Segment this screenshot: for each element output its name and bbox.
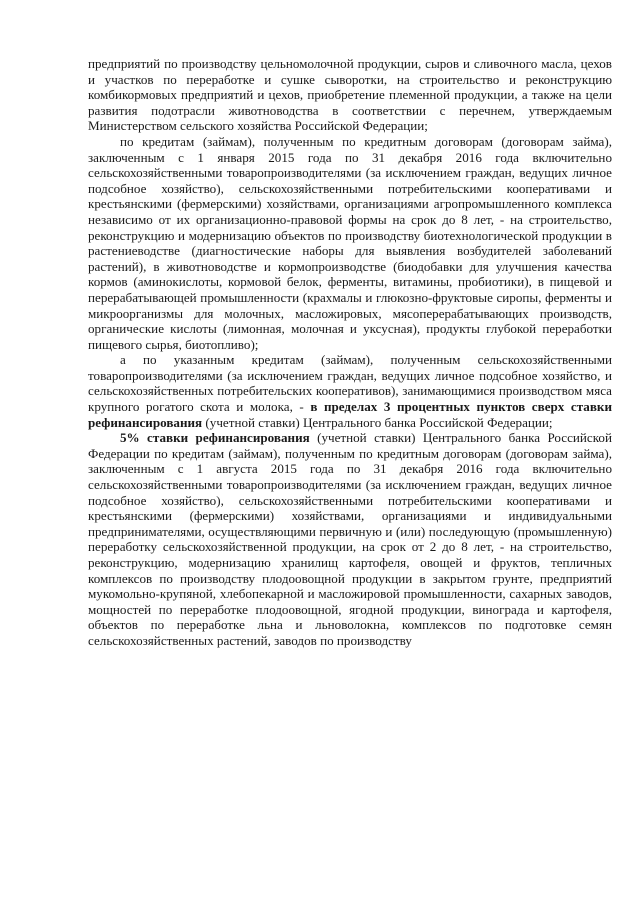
paragraph-4-text: (учетной ставки) Центрального банка Российской Федерации по кредитам (займам), полученным по кредитным договорам (договорам займа), заключенным с 1 августа 2015 года по 31 декабря 2016 года включительно сельскохозяйственными товаропроизводителями (за исключением граждан, ведущих личное подсобное хозяйство), сельскохозяйственными потребительскими кооперативами и крестьянскими (фермерскими) хозяйствами, организациями и индивидуальными предпринимателями, осуществляющими первичную и (или) последующую (промышленную) переработку сельскохозяйственной продукции, на срок от 2 до 8 лет, - на строительство, реконструкцию, модернизацию хранилищ картофеля, овощей и фруктов, тепличных комплексов по производству плодоовощной продукции в закрытом грунте, предприятий мукомольно-крупяной, хлебопекарной и масложировой промышленности, сахарных заводов, мощностей по переработке плодоовощной, ягодной продукции, винограда и картофеля, объектов по переработке льна и льноволокна, комплексов по подготовке семян сельскохозяйственных растений, заводов по производству	[88, 430, 612, 648]
paragraph-4	[88, 430, 612, 648]
paragraph-1-text: предприятий по производству цельномолочной продукции, сыров и сливочного масла, цехов и участков по переработке и сушке сыворотки, на строительство и реконструкцию комбикормовых предприятий и цехов, приобретение племенной продукции, а также на цели развития подотрасли животноводства в соответствии с перечнем, утверждаемым Министерством сельского хозяйства Российской Федерации;	[88, 56, 612, 134]
paragraph-1	[88, 56, 612, 134]
paragraph-3-text-b: (учетной ставки) Центрального банка Российской Федерации;	[202, 414, 553, 430]
document-page	[88, 56, 612, 649]
paragraph-3-text-a: а по указанным кредитам (займам), полученным сельскохозяйственными товаропроизводителями (за исключением граждан, ведущих личное подсобное хозяйство, и сельскохозяйственных потребительских кооперативов), занимающимися производством мяса крупного рогатого скота и молока, -	[88, 352, 612, 415]
paragraph-2-text: по кредитам (займам), полученным по кредитным договорам (договорам займа), заключенным с 1 января 2015 года по 31 декабря 2016 года включительно сельскохозяйственными товаропроизводителями (за исключением граждан, ведущих личное подсобное хозяйство), сельскохозяйственными потребительскими кооперативами и крестьянскими (фермерскими) хозяйствами, организациями агропромышленного комплекса независимо от их организационно-правовой формы на срок до 8 лет, - на строительство, реконструкцию и модернизацию объектов по производству биотехнологической продукции в растениеводстве (диагностические наборы для выявления возбудителей заболеваний растений), в животноводстве и кормопроизводстве (биодобавки для улучшения качества кормов (аминокислоты, кормовой белок, ферменты, витамины, пробиотики), в пищевой и перерабатывающей промышленности (крахмалы и глюкозно-фруктовые сиропы, ферменты и микроорганизмы для молочных, масложировых, мясоперерабатывающих производств, органические кислоты (лимонная, молочная и уксусная), продукты глубокой переработки пищевого сырья, биотопливо);	[88, 133, 612, 352]
paragraph-2	[88, 134, 612, 352]
paragraph-4-bold-phrase: 5% ставки рефинансирования	[120, 430, 310, 446]
paragraph-3	[88, 352, 612, 430]
paragraph-3-bold-phrase: в пределах 3 процентных пунктов сверх ставки рефинансирования	[88, 399, 612, 430]
